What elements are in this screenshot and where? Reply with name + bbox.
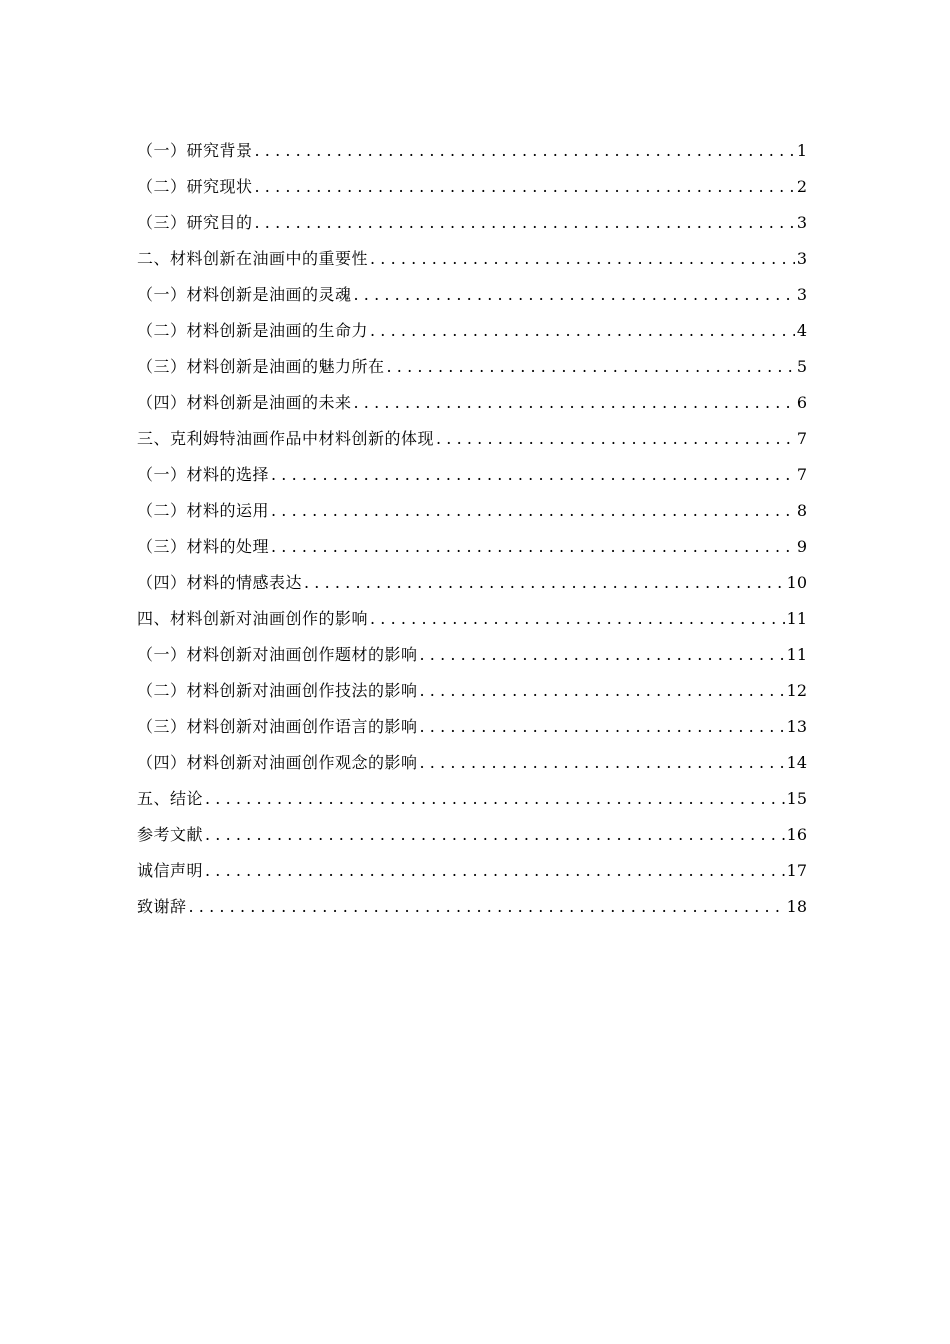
toc-entry-page: 3 — [796, 213, 807, 232]
toc-entry[interactable] — [137, 709, 807, 745]
toc-entry-page: 11 — [786, 609, 807, 628]
toc-entry[interactable] — [137, 781, 807, 817]
toc-entry-title: 五、结论 — [137, 789, 204, 808]
toc-dot-leader — [189, 889, 785, 925]
toc-entry[interactable] — [137, 673, 807, 709]
toc-entry[interactable] — [137, 133, 807, 169]
toc-entry[interactable] — [137, 889, 807, 925]
toc-entry-page: 14 — [786, 753, 807, 772]
toc-entry-title: 二、材料创新在油画中的重要性 — [137, 249, 369, 268]
toc-dot-leader — [436, 421, 795, 457]
toc-dot-leader — [420, 745, 785, 781]
toc-entry-title: （三）材料创新对油画创作语言的影响 — [137, 717, 418, 736]
toc-entry-title: （一）材料的选择 — [137, 465, 270, 484]
toc-entry-title: （二）材料的运用 — [137, 501, 270, 520]
toc-entry-title: 四、材料创新对油画创作的影响 — [137, 609, 369, 628]
toc-entry-title: （二）材料创新对油画创作技法的影响 — [137, 681, 418, 700]
toc-entry[interactable] — [137, 241, 807, 277]
toc-dot-leader — [271, 529, 795, 565]
toc-dot-leader — [420, 637, 785, 673]
toc-entry[interactable] — [137, 457, 807, 493]
toc-entry[interactable] — [137, 745, 807, 781]
toc-dot-leader — [205, 781, 785, 817]
toc-dot-leader — [370, 601, 785, 637]
toc-entry[interactable] — [137, 277, 807, 313]
toc-dot-leader — [420, 673, 785, 709]
toc-entry-page: 6 — [796, 393, 807, 412]
toc-entry-page: 1 — [796, 141, 807, 160]
toc-entry[interactable] — [137, 421, 807, 457]
toc-entry[interactable] — [137, 601, 807, 637]
toc-dot-leader — [205, 817, 785, 853]
toc-entry-page: 13 — [786, 717, 807, 736]
toc-entry-title: 参考文献 — [137, 825, 204, 844]
toc-entry-title: 致谢辞 — [137, 897, 187, 916]
toc-entry-page: 17 — [786, 861, 807, 880]
toc-entry[interactable] — [137, 205, 807, 241]
toc-entry[interactable] — [137, 817, 807, 853]
toc-entry-page: 2 — [796, 177, 807, 196]
toc-entry-title: （一）材料创新对油画创作题材的影响 — [137, 645, 418, 664]
toc-entry-page: 10 — [786, 573, 807, 592]
toc-entry-page: 4 — [796, 321, 807, 340]
toc-entry-page: 9 — [796, 537, 807, 556]
toc-entry-page: 15 — [786, 789, 807, 808]
toc-entry-title: （四）材料创新是油画的未来 — [137, 393, 352, 412]
toc-entry-page: 16 — [786, 825, 807, 844]
toc-dot-leader — [255, 133, 795, 169]
toc-entry[interactable] — [137, 493, 807, 529]
toc-dot-leader — [420, 709, 785, 745]
toc-dot-leader — [354, 277, 795, 313]
toc-dot-leader — [304, 565, 785, 601]
toc-entry[interactable] — [137, 853, 807, 889]
toc-entry-title: （四）材料的情感表达 — [137, 573, 303, 592]
toc-entry-page: 8 — [796, 501, 807, 520]
toc-entry[interactable] — [137, 169, 807, 205]
toc-entry[interactable] — [137, 637, 807, 673]
toc-entry-page: 12 — [786, 681, 807, 700]
toc-entry[interactable] — [137, 385, 807, 421]
toc-entry-page: 3 — [796, 249, 807, 268]
toc-entry-page: 11 — [786, 645, 807, 664]
toc-entry-title: （二）研究现状 — [137, 177, 253, 196]
toc-entry-title: 三、克利姆特油画作品中材料创新的体现 — [137, 429, 435, 448]
toc-entry[interactable] — [137, 313, 807, 349]
toc-entry-page: 5 — [796, 357, 807, 376]
toc-dot-leader — [271, 457, 795, 493]
toc-dot-leader — [255, 205, 795, 241]
toc-entry[interactable] — [137, 529, 807, 565]
table-of-contents — [137, 133, 807, 925]
toc-entry-title: 诚信声明 — [137, 861, 204, 880]
toc-entry-title: （三）材料的处理 — [137, 537, 270, 556]
toc-entry-title: （四）材料创新对油画创作观念的影响 — [137, 753, 418, 772]
toc-entry-page: 18 — [786, 897, 807, 916]
toc-entry-page: 7 — [796, 465, 807, 484]
toc-dot-leader — [255, 169, 795, 205]
toc-dot-leader — [354, 385, 795, 421]
toc-entry[interactable] — [137, 349, 807, 385]
toc-entry-title: （三）材料创新是油画的魅力所在 — [137, 357, 385, 376]
toc-entry-title: （三）研究目的 — [137, 213, 253, 232]
toc-entry[interactable] — [137, 565, 807, 601]
toc-entry-page: 7 — [796, 429, 807, 448]
toc-dot-leader — [370, 241, 795, 277]
toc-entry-title: （一）材料创新是油画的灵魂 — [137, 285, 352, 304]
toc-dot-leader — [205, 853, 785, 889]
toc-entry-title: （一）研究背景 — [137, 141, 253, 160]
toc-dot-leader — [271, 493, 795, 529]
toc-dot-leader — [370, 313, 795, 349]
toc-dot-leader — [387, 349, 795, 385]
toc-entry-page: 3 — [796, 285, 807, 304]
toc-entry-title: （二）材料创新是油画的生命力 — [137, 321, 369, 340]
